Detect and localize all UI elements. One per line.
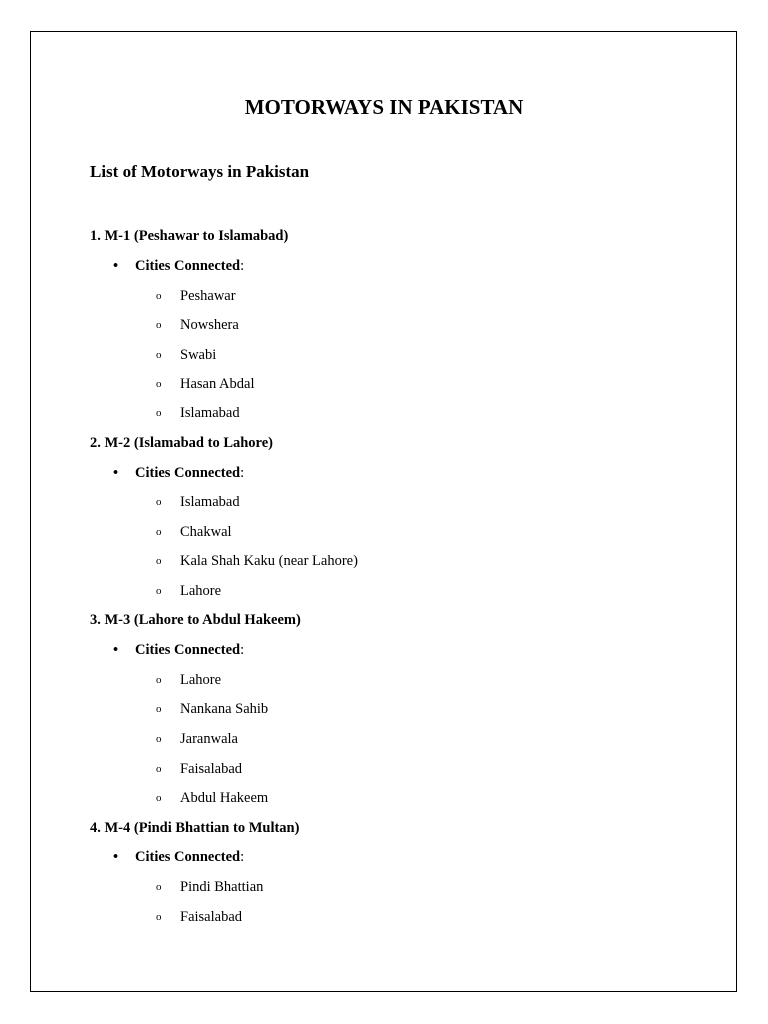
city-item: [156, 788, 268, 808]
city-name: Hasan Abdal: [180, 376, 255, 392]
city-name: Nowshera: [180, 317, 239, 333]
circle-bullet-icon: o: [156, 703, 162, 715]
circle-bullet-icon: o: [156, 349, 162, 361]
bullet-suffix: :: [240, 642, 245, 658]
bullet-label: Cities Connected: [135, 258, 241, 274]
bullet-suffix: :: [240, 465, 245, 481]
city-name: Swabi: [180, 347, 217, 363]
circle-bullet-icon: o: [156, 792, 162, 804]
city-name: Lahore: [180, 672, 222, 688]
city-name: Islamabad: [180, 494, 240, 510]
circle-bullet-icon: o: [156, 407, 162, 419]
city-name: Pindi Bhattian: [180, 879, 264, 895]
city-item: [156, 345, 216, 365]
circle-bullet-icon: o: [156, 555, 162, 567]
circle-bullet-icon: o: [156, 319, 162, 331]
circle-bullet-icon: o: [156, 674, 162, 686]
circle-bullet-icon: o: [156, 585, 162, 597]
city-name: Islamabad: [180, 405, 240, 421]
bullet-icon: •: [113, 849, 119, 865]
city-item: [156, 759, 242, 779]
bullet-suffix: :: [240, 849, 245, 865]
city-name: Jaranwala: [180, 731, 238, 747]
city-name: Faisalabad: [180, 909, 243, 925]
city-name: Abdul Hakeem: [180, 790, 269, 806]
city-item: [156, 699, 268, 719]
city-item: [156, 877, 263, 897]
section-title-m3: 3. M-3 (Lahore to Abdul Hakeem): [90, 612, 301, 628]
city-name: Nankana Sahib: [180, 701, 269, 717]
city-name: Faisalabad: [180, 761, 243, 777]
cities-connected-bullet-m3: [113, 640, 244, 660]
bullet-label: Cities Connected: [135, 642, 241, 658]
bullet-suffix: :: [240, 258, 245, 274]
city-item: [156, 581, 221, 601]
circle-bullet-icon: o: [156, 911, 162, 923]
city-item: [156, 374, 255, 394]
bullet-icon: •: [113, 258, 119, 274]
city-item: [156, 729, 238, 749]
city-name: Chakwal: [180, 524, 232, 540]
bullet-label: Cities Connected: [135, 849, 241, 865]
city-item: [156, 907, 242, 927]
city-name: Peshawar: [180, 288, 236, 304]
circle-bullet-icon: o: [156, 496, 162, 508]
city-item: [156, 522, 232, 542]
city-item: [156, 286, 236, 306]
bullet-icon: •: [113, 642, 119, 658]
circle-bullet-icon: o: [156, 526, 162, 538]
circle-bullet-icon: o: [156, 290, 162, 302]
circle-bullet-icon: o: [156, 378, 162, 390]
section-title-m4: 4. M-4 (Pindi Bhattian to Multan): [90, 820, 300, 836]
cities-connected-bullet-m2: [113, 463, 244, 483]
cities-connected-bullet-m4: [113, 847, 244, 867]
city-name: Lahore: [180, 583, 222, 599]
bullet-icon: •: [113, 465, 119, 481]
city-item: [156, 403, 240, 423]
city-item: [156, 492, 240, 512]
circle-bullet-icon: o: [156, 733, 162, 745]
circle-bullet-icon: o: [156, 763, 162, 775]
city-item: [156, 551, 358, 571]
city-name: Kala Shah Kaku (near Lahore): [180, 553, 358, 569]
city-item: [156, 670, 221, 690]
circle-bullet-icon: o: [156, 881, 162, 893]
bullet-label: Cities Connected: [135, 465, 241, 481]
cities-connected-bullet-m1: [113, 256, 244, 276]
list-heading: List of Motorways in Pakistan: [90, 162, 310, 181]
section-title-m1: 1. M-1 (Peshawar to Islamabad): [90, 228, 289, 244]
city-item: [156, 315, 239, 335]
document-title: MOTORWAYS IN PAKISTAN: [244, 95, 524, 119]
section-title-m2: 2. M-2 (Islamabad to Lahore): [90, 435, 273, 451]
